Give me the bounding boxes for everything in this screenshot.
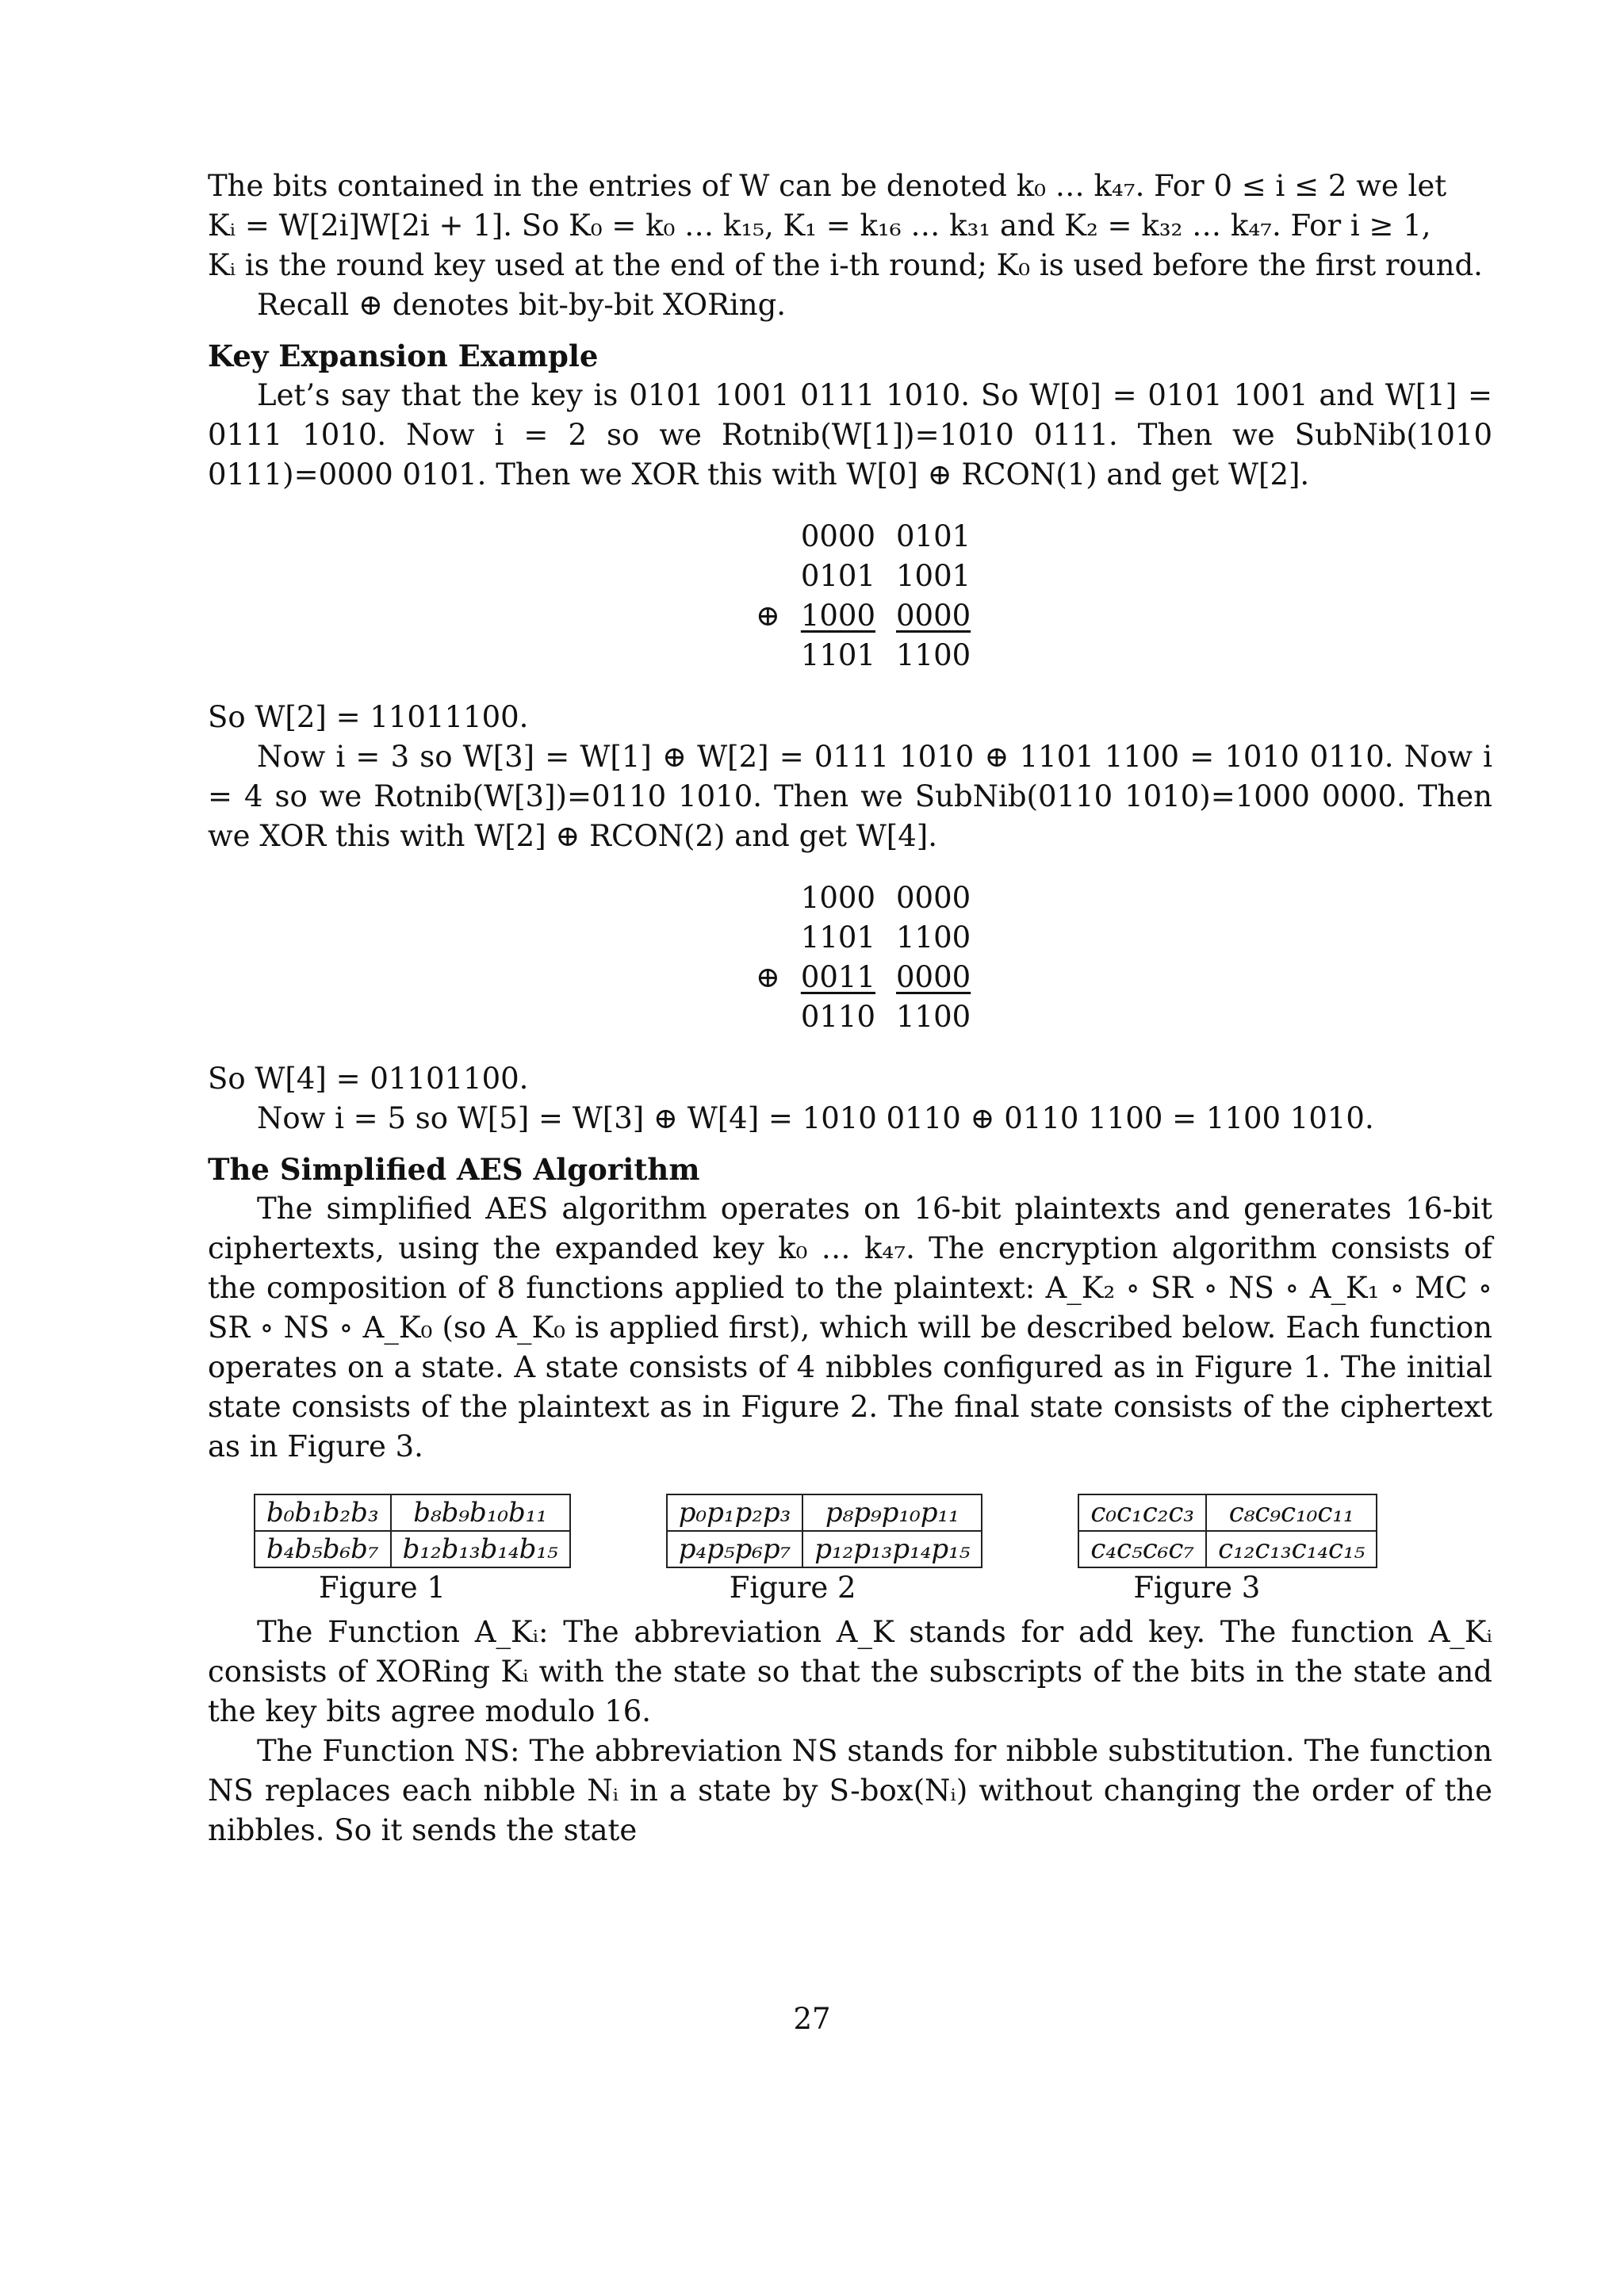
paragraph-w2-result: So W[2] = 11011100.	[208, 700, 529, 734]
figure-caption: Figure 3	[1133, 1571, 1261, 1605]
paragraph-aes-overview: The simplified AES algorithm operates on 16-bit plaintexts and generates 16-bit ciphertexts, using the expanded key k₀ … k₄₇. The encryption algorithm consists of the composition of 8 functions applied to the plaintext: A_K₂ ∘ SR ∘ NS ∘ A_K₁ ∘ MC ∘ SR ∘ NS ∘ A_K₀ (so A_K₀ is applied first), which will be described below. Each function operates on a state. A state consists of 4 nibbles configured as in Figure 1. The initial state consists of the plaintext as in Figure 2. The final state consists of the ciphertext as in Figure 3.	[208, 1192, 1492, 1464]
xor-operator: ⊕	[755, 960, 780, 994]
state-figures	[208, 1494, 1492, 1608]
page-number: 27	[793, 2002, 831, 2036]
xor-computation-w4: 1000 0000 1101 1100 ⊕ 0011 0000 0110 1100	[208, 878, 1492, 1037]
paragraph-xor-recall: Recall ⊕ denotes bit-by-bit XORing.	[257, 288, 787, 322]
figure-caption: Figure 2	[729, 1571, 856, 1605]
figure-caption: Figure 1	[319, 1571, 446, 1605]
state-table: b₀b₁b₂b₃ b₈b₉b₁₀b₁₁ b₄b₅b₆b₇ b₁₂b₁₃b₁₄b₁₅	[254, 1494, 571, 1568]
paragraph-key-example: Let’s say that the key is 0101 1001 0111 1010. So W[0] = 0101 1001 and W[1] = 0111 1010. Now i = 2 so we Rotnib(W[1])=1010 0111. Then we SubNib(1010 0111)=0000 0101. Then we XOR this with W[0] ⊕ RCON(1) and get W[2].	[208, 378, 1492, 492]
paragraph-add-key: The Function A_Kᵢ: The abbreviation A_K stands for add key. The function A_Kᵢ consists of XORing Kᵢ with the state so that the subscripts of the bits in the state and the key bits agree modulo 16.	[208, 1615, 1492, 1728]
figure-1	[254, 1494, 571, 1608]
paragraph-w4-result: So W[4] = 01101100.	[208, 1062, 529, 1096]
figure-3	[1078, 1494, 1377, 1608]
paragraph-w5: Now i = 5 so W[5] = W[3] ⊕ W[4] = 1010 0110 ⊕ 0110 1100 = 1100 1010.	[257, 1101, 1374, 1135]
xor-operator: ⊕	[755, 599, 780, 633]
ciphertext-table: c₀c₁c₂c₃ c₈c₉c₁₀c₁₁ c₄c₅c₆c₇ c₁₂c₁₃c₁₄c₁₅	[1078, 1494, 1377, 1568]
plaintext-table: p₀p₁p₂p₃ p₈p₉p₁₀p₁₁ p₄p₅p₆p₇ p₁₂p₁₃p₁₄p₁₅	[666, 1494, 983, 1568]
heading-key-expansion-example: Key Expansion Example	[208, 339, 599, 373]
figure-2	[666, 1494, 983, 1608]
xor-computation-w2: 0000 0101 0101 1001 ⊕ 1000 0000 1101 1100	[208, 517, 1492, 675]
heading-simplified-aes: The Simplified AES Algorithm	[208, 1152, 700, 1187]
paragraph-nibble-substitution: The Function NS: The abbreviation NS stands for nibble substitution. The function NS replaces each nibble Nᵢ in a state by S-box(Nᵢ) without changing the order of the nibbles. So it sends the state	[208, 1734, 1492, 1847]
paragraph-key-bits: The bits contained in the entries of W can be denoted k₀ … k₄₇. For 0 ≤ i ≤ 2 we let Kᵢ = W[2i]W[2i + 1]. So K₀ = k₀ … k₁₅, K₁ = k₁₆ … k₃₁ and K₂ = k₃₂ … k₄₇. For i ≥ 1, Kᵢ is the round key used at the end of the i-th round; K₀ is used before the first round.	[208, 169, 1483, 282]
paragraph-w3-w4: Now i = 3 so W[3] = W[1] ⊕ W[2] = 0111 1010 ⊕ 1101 1100 = 1010 0110. Now i = 4 so we Rotnib(W[3])=0110 1010. Then we SubNib(0110 1010)=1000 0000. Then we XOR this with W[2] ⊕ RCON(2) and get W[4].	[208, 740, 1492, 853]
page-content	[208, 166, 1492, 1850]
